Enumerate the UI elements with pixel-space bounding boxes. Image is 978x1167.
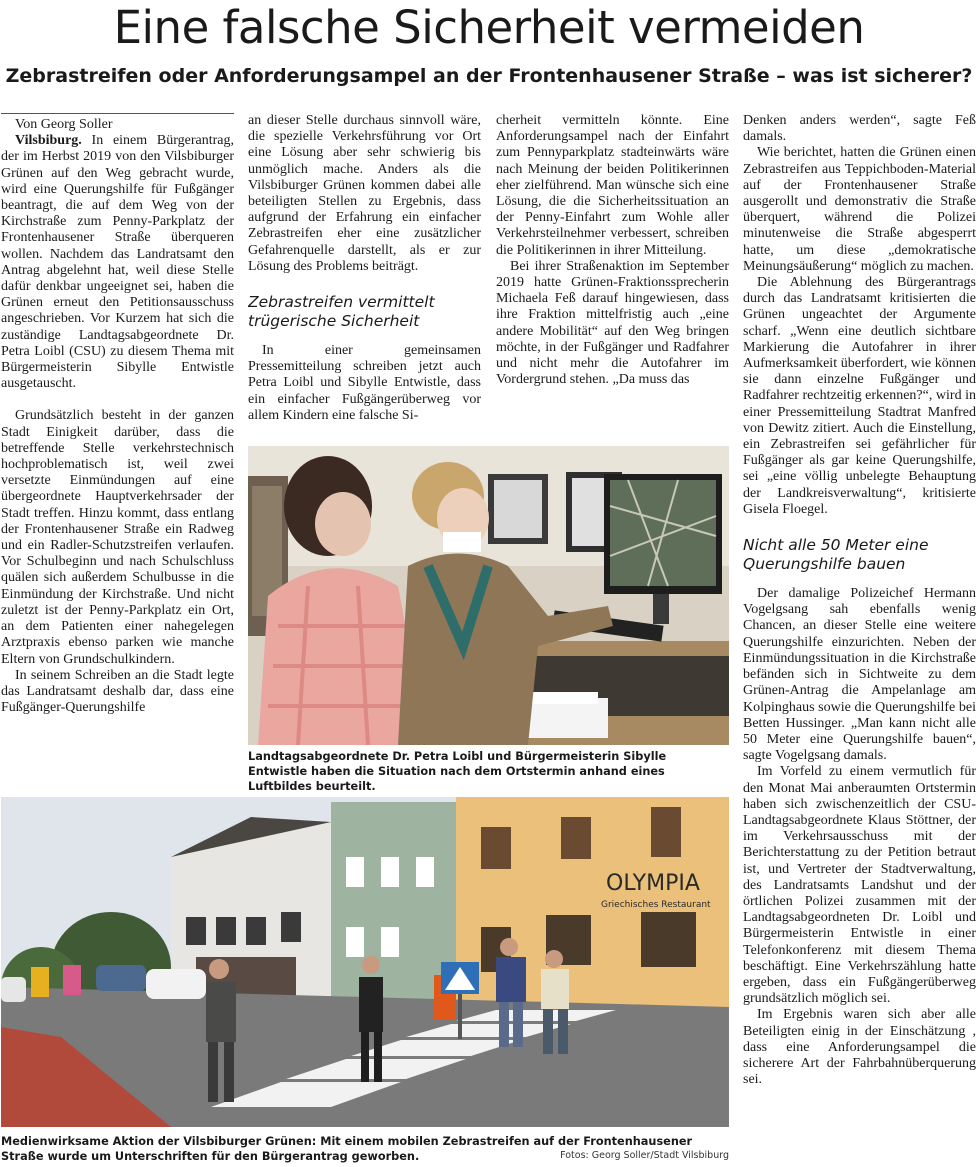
paragraph: an dieser Stelle durchaus sinnvoll wäre, die spezielle Verkehrsführung vor Ort eine Lösung aber sehr schwierig bis unmöglich mache. Anders als die Vilsbiburger Grünen kommen dabei alle beteiligten Stellen zu Ergebnis, dass aufgrund der Erfahrung ein einfacher Zebrastreifen eher eine zusätzlicher Gefahrenquelle darstellt, als er zur Lösung des Problems beiträgt. <box>248 113 481 274</box>
street-photo <box>1 797 729 1127</box>
section-subhead: Nicht alle 50 Meter eine Querungshilfe bauen <box>743 536 929 574</box>
text-column-1 <box>1 113 234 813</box>
restaurant-sign: OLYMPIA <box>606 871 700 896</box>
paragraph: Der damalige Polizeichef Hermann Vogelgsang sah ebenfalls wenig Chancen, an dieser Stelle eine weitere Querungshilfe einzurichten. Neben der Einmündungssituation in die Kirchstraße befänden sich in Sichtweite zu dem Grünen-Antrag die Ampelanlage am Kolpinghaus sowie die Querungshilfe bei Betten Hussinger. „Man kann nicht alle 50 Meter eine Querungshilfe bauen“, sagte Vogelgsang damals. <box>743 586 976 764</box>
paragraph: Im Vorfeld zu einem vermutlich für den Monat Mai anberaumten Ortstermin haben sich zwischenzeitlich der CSU-Landtagsabgeordnete Klaus Stöttner, der im Verkehrsausschuss mit der Berichterstattung zu der Petition betraut ist, und Vertreter der Stadtverwaltung, des Landratsamts Landshut und der örtlichen Polizei zusammen mit der Landtagsabgeordneten Dr. Loibl und Bürgermeisterin Entwistle in einer Telefonkonferenz mit diesem Thema beschäftigt. Eine Verkehrszählung hatte ergeben, dass ein Fußgängerüberweg grundsätzlich möglich sei. <box>743 764 976 1007</box>
paragraph: In einem Bürgerantrag, der im Herbst 2019 von den Vilsbiburger Grünen auf den Weg gebracht wurde, wird eine Querungshilfe für Fußgänger beantragt, die auf dem Weg von der Kirchstraße zum Penny-Parkplatz der Frontenhausener Straße überqueren wollen. Nachdem das Landratsamt den Antrag abgelehnt hat, weil diese Stelle dafür denkbar ungeeignet sei, haben die Grünen erneut den Petitionsausschuss angeschrieben. Vor Kurzem hat sich die zuständige Landtagsabgeordnete Dr. Petra Loibl (CSU) zu diesem Thema mit Bürgermeisterin Sibylle Entwistle ausgetauscht. <box>1 133 234 392</box>
photo-caption-2: Medienwirksame Aktion der Vilsbiburger Grünen: Mit einem mobilen Zebrastreifen auf der Frontenhausener Straße wurde um Unterschriften für den Bürgerantrag geworben. <box>1 1135 693 1163</box>
paragraph: In seinem Schreiben an die Stadt legte das Landratsamt deshalb dar, dass eine Fußgänger-Querungshilfe <box>1 667 234 716</box>
photo-credit: Fotos: Georg Soller/Stadt Vilsbiburg <box>560 1150 729 1161</box>
paragraph: In einer gemeinsamen Pressemitteilung schreiben jetzt auch Petra Loibl und Sibylle Entwistle, dass ein einfacher Fußgängerüberweg vor allem Kindern eine falsche Si- <box>248 343 481 423</box>
paragraph: cherheit vermitteln könnte. Eine Anforderungsampel nach der Einfahrt zum Pennyparkplatz stadteinwärts wäre nach Meinung der beiden Politikerinnen eher zielführend. Man wünsche sich eine Lösung, die die Sicherheitssituation an der Penny-Einfahrt zum Wohle aller Verkehrsteilnehmer verbessert, schreiben die Politikerinnen in ihrer Mitteilung. <box>496 113 729 258</box>
paragraph: Wie berichtet, hatten die Grünen einen Zebrastreifen aus Teppichboden-Material auf der Frontenhausener Straße ausgerollt und demonstrativ die Straße überquert, während die Polizei minutenweise die Straße abgesperrt hatte, um diese „demokratische Meinungsäußerung“ möglich zu machen. <box>743 145 976 274</box>
text-column-4 <box>743 113 976 1165</box>
photo-caption-1: Landtagsabgeordnete Dr. Petra Loibl und Bürgermeisterin Sibylle Entwistle haben die Situation nach dem Ortstermin anhand eines Luftbildes beurteilt. <box>248 750 667 793</box>
street-photo-illustration <box>1 797 729 1127</box>
office-photo-illustration <box>248 446 729 745</box>
paragraph: Grundsätzlich besteht in der ganzen Stadt Einigkeit darüber, dass die betreffende Stelle verkehrstechnisch hochproblematisch ist, weil zwei versetzte Einmündungen auf eine übergeordnete Hauptverkehrsader der Stadt treffen. Hinzu kommt, dass entlang der Frontenhausener Straße ein Radweg und ein Radler-Schutzstreifen verlaufen. Vor Schulbeginn und nach Schulschluss quälen sich außerdem Schulbusse in die Einmündung der Kirchstraße. Und nicht zuletzt ist der Penny-Parkplatz ein Ort, an dem Patienten einer nahegelegen Arztpraxis ebenso parken wie manche Eltern von Grundschulkindern. <box>1 408 234 667</box>
paragraph: Bei ihrer Straßenaktion im September 2019 hatte Grünen-Fraktionssprecherin Michaela Feß darauf hingewiesen, dass ihre Fraktion mittelfristig auch „eine andere Mobilität“ auf den Weg bringen möchte, in der Fußgänger und Radfahrer und nicht mehr die Autofahrer im Vordergrund stehen. „Da muss das <box>496 258 729 388</box>
byline: Von Georg Soller <box>1 113 234 133</box>
restaurant-sign-sub: Griechisches Restaurant <box>601 900 711 910</box>
paragraph: Die Ablehnung des Bürgerantrags durch das Landratsamt kritisierten die Grünen ungeachtet der Argumente scharf. „Wenn eine deutlich sichtbare Markierung die Autofahrer in ihrer Aufmerksamkeit überfordert, wie können sie dann einzelne Fußgänger und Radfahrer rechtzeitig erkennen?“, wird in einer Pressemitteilung Stadtrat Manfred von Dewitz zitiert. Auch die Einstellung, ein Zebrastreifen sei gefährlicher für Fußgänger als gar keine Querungshilfe, sei „eine völlig unbelegte Behauptung der Landkreisverwaltung“, kritisierte Gisela Floegel. <box>743 275 976 517</box>
paragraph: Im Ergebnis waren sich aber alle Beteiligten einig in der Einschätzung , dass eine Anforderungsampel die sicherere Art der Fahrbahnüberquerung sei. <box>743 1007 976 1088</box>
text-column-2 <box>248 113 481 433</box>
dateline: Vilsbiburg. <box>15 133 82 149</box>
paragraph: Denken anders werden“, sagte Feß damals. <box>743 113 976 145</box>
article-subheadline: Zebrastreifen oder Anforderungsampel an der Frontenhausener Straße – was ist sicherer? <box>5 65 973 87</box>
article-headline: Eine falsche Sicherheit vermeiden <box>113 1 865 54</box>
text-column-3 <box>496 113 729 433</box>
section-subhead: Zebrastreifen vermittelt trügerische Sicherheit <box>248 293 435 331</box>
office-photo <box>248 446 729 745</box>
